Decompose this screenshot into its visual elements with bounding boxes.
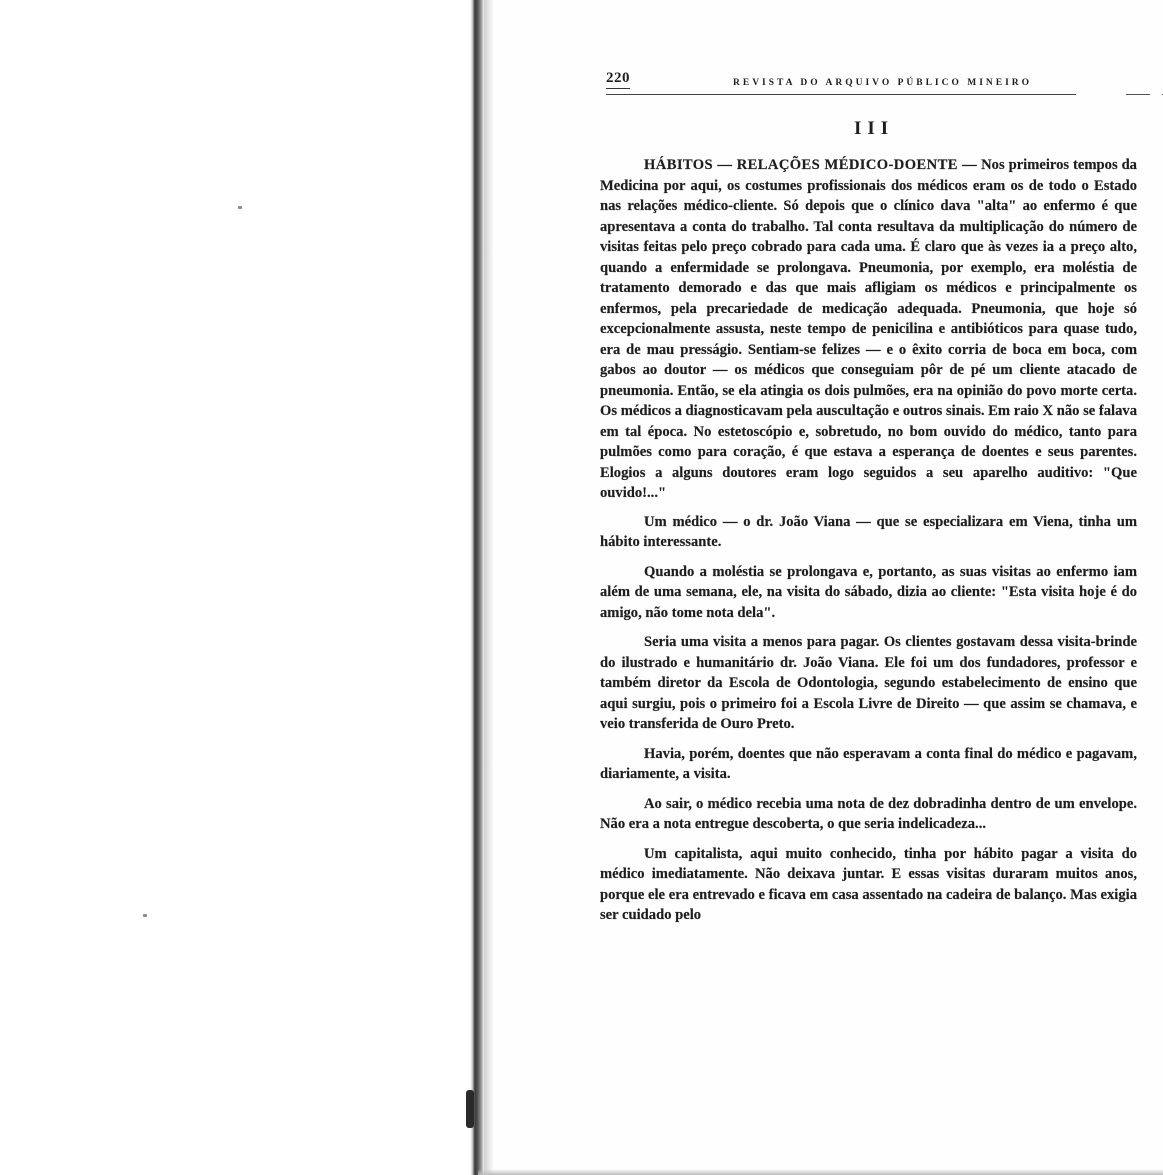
paragraph: Ao sair, o médico recebia uma nota de dez dobradinha dentro de um envelope. Não era a nota entregue descoberta, o que seria indelicadeza... [600, 795, 1137, 832]
article-body [600, 155, 1137, 935]
paragraph: Um capitalista, aqui muito conhecido, tinha por hábito pagar a visita do médico imediatamente. Não deixava juntar. E essas visitas duraram muitos anos, porque ele era entrevado e ficava em casa assentado na cadeira de balanço. Mas exigia ser cuidado pelo [600, 845, 1137, 923]
header-rule-right [1126, 94, 1163, 95]
paragraph [600, 155, 1137, 504]
header-rule [606, 94, 1076, 95]
right-page [494, 0, 1163, 1175]
paper-speck [143, 914, 147, 917]
gutter-shadow [484, 0, 494, 1175]
left-blank-page [0, 0, 478, 1175]
binding-mark [466, 1090, 474, 1128]
paragraph-text: Nos primeiros tempos da Medicina por aqui, os costumes profissionais dos médicos eram os de todo o Estado nas relações médico-cliente. Só depois que o clínico dava "alta" ao enfermo é que apresentava a conta do trabalho. Tal conta resultava da multiplicação do número de visitas feitas pelo preço cobrado para cada uma. É claro que às vezes ia a preço alto, quando a enfermidade se prolongava. Pneumonia, por exemplo, era moléstia de tratamento demorado e das que mais afligiam os médicos e principalmente os enfermos, pela precariedade de medicação adequada. Pneumonia, que hoje só excepcionalmente assusta, neste tempo de penicilina e antibióticos para quase tudo, era de mau presságio. Sentiam-se felizes — e o êxito corria de boca em boca, com gabos ao doutor — os médicos que conseguiam pôr de pé um cliente atacado de pneumonia. Então, se ela atingia os dois pulmões, era na opinião do povo morte certa. Os médicos a diagnosticavam pela auscultação e outros sinais. Em raio X não se falava em tal época. No estetoscópio e, sobretudo, no bom ouvido do médico, tanto para pulmões como para coração, é que estava a esperança de doentes e seus parentes. Elogios a alguns doutores eram logo seguidos a seu aparelho auditivo: "Que ouvido!..." [600, 157, 1137, 501]
book-gutter [470, 0, 484, 1175]
paragraph: Um médico — o dr. João Viana — que se especializara em Viena, tinha um hábito interessante. [600, 513, 1137, 550]
page-bottom-edge [478, 1169, 1163, 1175]
section-number: III [854, 118, 895, 139]
paragraph: Seria uma visita a menos para pagar. Os clientes gostavam dessa visita-brinde do ilustrado e humanitário dr. João Viana. Ele foi um dos fundadores, professor e também diretor da Escola de Odontologia, segundo estabelecimento de ensino que aqui surgiu, pois o primeiro foi a Escola Livre de Direito — que assim se chamava, e veio transferida de Ouro Preto. [600, 634, 1137, 732]
paragraph: Quando a moléstia se prolongava e, portanto, as suas visitas ao enfermo iam além de uma semana, ele, na visita do sábado, dizia ao cliente: "Esta visita hoje é do amigo, não tome nota dela". [600, 563, 1137, 621]
running-head: REVISTA DO ARQUIVO PÚBLICO MINEIRO [733, 78, 1033, 88]
paper-speck [238, 206, 242, 209]
section-lead: HÁBITOS — RELAÇÕES MÉDICO-DOENTE — [644, 157, 978, 173]
paragraph: Havia, porém, doentes que não esperavam a conta final do médico e pagavam, diariamente, a visita. [600, 745, 1137, 782]
page-number: 220 [606, 70, 630, 89]
page-header [606, 70, 1146, 96]
